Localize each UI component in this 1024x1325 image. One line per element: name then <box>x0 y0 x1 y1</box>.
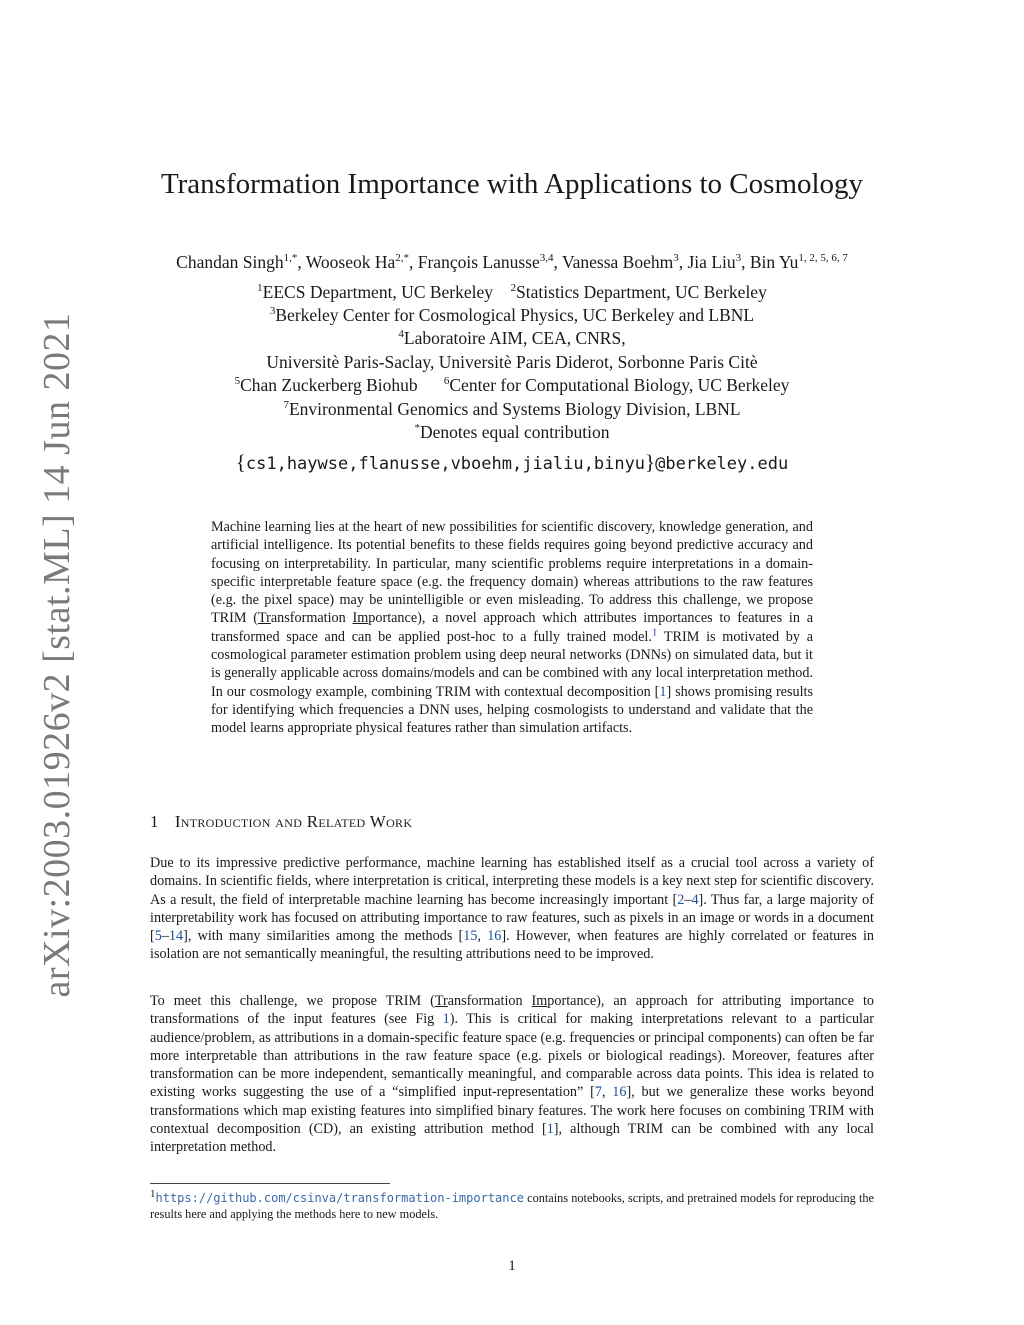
abstract-text: TRIM is motivated by a cosmological parameter estimation problem using deep neural networks (DNNs) on simulated data, but it is generally applicable across domains/models and can be combined with any local interpretation method. In our cosmology example, combining TRIM with contextual decomposition [ <box>211 628 813 700</box>
citation-link[interactable]: 16 <box>612 1084 627 1101</box>
affiliation-mark: 5 <box>234 375 241 388</box>
citation-link[interactable]: 1 <box>546 1121 554 1138</box>
author-name: Bin Yu <box>749 252 799 272</box>
section-number: 1 <box>150 812 159 831</box>
figure-link[interactable]: 1 <box>442 1011 450 1028</box>
citation-link[interactable]: 1 <box>659 683 667 700</box>
repository-link[interactable]: https://github.com/csinva/transformation-importance <box>155 1191 524 1205</box>
author-affiliation-mark: 3,4 <box>539 252 554 265</box>
citation-link[interactable]: 16 <box>487 928 502 945</box>
body-text: – <box>161 928 169 945</box>
body-text: – <box>684 891 692 908</box>
affiliation-mark: 2 <box>510 282 517 295</box>
citation-link[interactable]: 15 <box>463 928 478 945</box>
footnote-mark: 1 <box>150 1187 156 1200</box>
author-affiliation-mark: 3 <box>673 252 679 265</box>
body-text: To meet this challenge, we propose TRIM ( <box>150 993 435 1009</box>
body-text: ], with many similarities among the methods [ <box>183 928 464 945</box>
citation-link[interactable]: 7 <box>594 1084 602 1101</box>
affiliation-text: Center for Computational Biology, UC Berkeley <box>449 375 790 395</box>
author-affiliation-mark: 1,* <box>283 252 298 265</box>
footnote-divider <box>150 1183 390 1184</box>
affiliation-mark: * <box>414 422 420 435</box>
affiliation-line-1 <box>0 281 1024 304</box>
citation-link[interactable]: 14 <box>168 928 184 945</box>
affiliation-text: Laboratoire AIM, CEA, CNRS, <box>403 328 626 348</box>
abstract-text: ansformation <box>270 610 353 627</box>
affiliation-mark: 4 <box>398 328 404 341</box>
equal-contribution-note <box>0 421 1024 444</box>
footnote-link[interactable]: 1 <box>651 626 658 639</box>
intro-paragraph-2 <box>150 992 874 1157</box>
affiliation-text: Berkeley Center for Cosmological Physics, UC Berkeley and LBNL <box>275 305 755 325</box>
email-users[interactable]: cs1,haywse,flanusse,vboehm,jialiu,binyu <box>245 454 646 474</box>
affiliation-line-2 <box>0 304 1024 327</box>
affiliation-text: Denotes equal contribution <box>419 422 610 442</box>
body-text: ]. However, when features are highly correlated or features in isolation are not semantically meaningful, the resulting attributions need to be improved. <box>150 928 875 963</box>
author-affiliation-mark: 2,* <box>395 252 409 265</box>
affiliation-text: Statistics Department, UC Berkeley <box>516 282 767 302</box>
arxiv-sidebar-stamp: arXiv:2003.01926v2 [stat.ML] 14 Jun 2021 <box>36 312 78 998</box>
author-name: François Lanusse <box>417 252 540 272</box>
author-affiliation-mark: 1, 2, 5, 6, 7 <box>798 252 848 265</box>
affiliation-line-5 <box>0 374 1024 397</box>
author-emails <box>0 450 1024 475</box>
affiliation-text: Environmental Genomics and Systems Biology Division, LBNL <box>288 399 741 419</box>
body-text: ). This is critical for making interpretations relevant to a particular audience/problem, as attributions in a domain-specific feature space (e.g. frequencies or principal components) can often be far more interpretable than attributions in the raw feature space (e.g. pixels or biological readings). Moreover, features after transformation can be more independent, semantically meaningful, and comparable across data points. This idea is related to existing works suggesting the use of a “simplified input-representation” [ <box>150 1011 874 1101</box>
brace-open: { <box>235 450 246 474</box>
author-name: Wooseok Ha <box>305 252 396 272</box>
underlined-text: Im <box>352 610 369 627</box>
body-text: , <box>477 928 488 945</box>
body-text: portance), an approach for attributing importance to transformations of the input features (see Fig <box>150 993 875 1028</box>
affiliation-line-3 <box>0 327 1024 350</box>
affiliation-mark: 6 <box>443 375 450 388</box>
affiliation-mark: 3 <box>269 305 276 318</box>
affiliation-text: Chan Zuckerberg Biohub <box>240 375 418 395</box>
author-name: Jia Liu <box>687 252 736 272</box>
author-name: Chandan Singh <box>176 252 284 272</box>
affiliation-mark: 1 <box>257 282 263 295</box>
affiliation-mark: 7 <box>283 399 289 412</box>
body-text: ansformation <box>447 993 532 1009</box>
underlined-text: Tr <box>257 610 271 627</box>
email-domain[interactable]: @berkeley.edu <box>655 454 789 474</box>
citation-link[interactable]: 5 <box>154 928 162 945</box>
body-text: ]. Thus far, a large majority of interpretability work has focused on attributing importance to raw features, such as pixels in an image or words in a document [ <box>150 891 874 945</box>
abstract-text: portance), a novel approach which attributes importances to features in a transformed space and can be applied post-hoc to a fully trained model. <box>211 610 813 645</box>
affiliation-line-6 <box>0 398 1024 421</box>
paper-title: Transformation Importance with Applications to Cosmology <box>160 168 864 200</box>
citation-link[interactable]: 4 <box>691 891 699 908</box>
body-text: ], but we generalize these works beyond transformations which map existing features into simplified binary features. The work here focuses on combining TRIM with contextual decomposition (CD), an existing attribution method [ <box>150 1084 875 1138</box>
abstract <box>211 518 813 738</box>
page-number: 1 <box>508 1258 516 1274</box>
body-text: Due to its impressive predictive performance, machine learning has established itself as a crucial tool across a variety of domains. In scientific fields, where interpretation is critical, interpreting these models is a key next step for scientific discovery. As a result, the field of interpretable machine learning has become increasingly important [ <box>150 855 874 908</box>
section-title: Introduction and Related Work <box>174 812 413 831</box>
author-affiliation-mark: 3 <box>735 252 742 265</box>
citation-link[interactable]: 2 <box>677 891 685 908</box>
abstract-text: ] shows promising results for identifying which frequencies a DNN uses, helping cosmologists to understand and validate that the model learns appropriate physical features rather than simulation artifacts. <box>211 683 813 737</box>
footnote <box>150 1187 874 1222</box>
affiliation-text: EECS Department, UC Berkeley <box>262 282 494 302</box>
brace-close: } <box>645 450 656 474</box>
author-list: Chandan Singh$^{1,*}$, Wooseok $Ha^{2,*}$, François Lanusse$^{3,4}$, Vanessa Boehm$^3$, Jia Liu$^3$, Bin Yu$^{1, 2, 5, 6, 7}$ <box>176 252 848 272</box>
underlined-text: Im <box>531 993 548 1009</box>
body-text: , <box>601 1084 613 1101</box>
author-name: Vanessa Boehm <box>561 252 674 272</box>
section-heading <box>150 812 412 832</box>
affiliation-line-4: Universitè Paris-Saclay, Universitè Paris Diderot, Sorbonne Paris Citè <box>266 352 758 372</box>
abstract-text: Machine learning lies at the heart of new possibilities for scientific discovery, knowledge generation, and artificial intelligence. Its potential benefits to these fields requires going beyond predictive accuracy and focusing on interpretability. In particular, many scientific problems require interpretations in a domain-specific interpretable feature space (e.g. the frequency domain) whereas attributions to the raw features (e.g. the pixel space) may be unintelligible or even misleading. To address this challenge, we propose TRIM ( <box>211 519 813 627</box>
body-text: ], although TRIM can be combined with any local interpretation method. <box>150 1121 874 1156</box>
footnote-text: contains notebooks, scripts, and pretrained models for reproducing the results here and applying the methods here to new models. <box>150 1191 874 1221</box>
intro-paragraph-1 <box>150 854 874 964</box>
underlined-text: Tr <box>434 993 448 1009</box>
